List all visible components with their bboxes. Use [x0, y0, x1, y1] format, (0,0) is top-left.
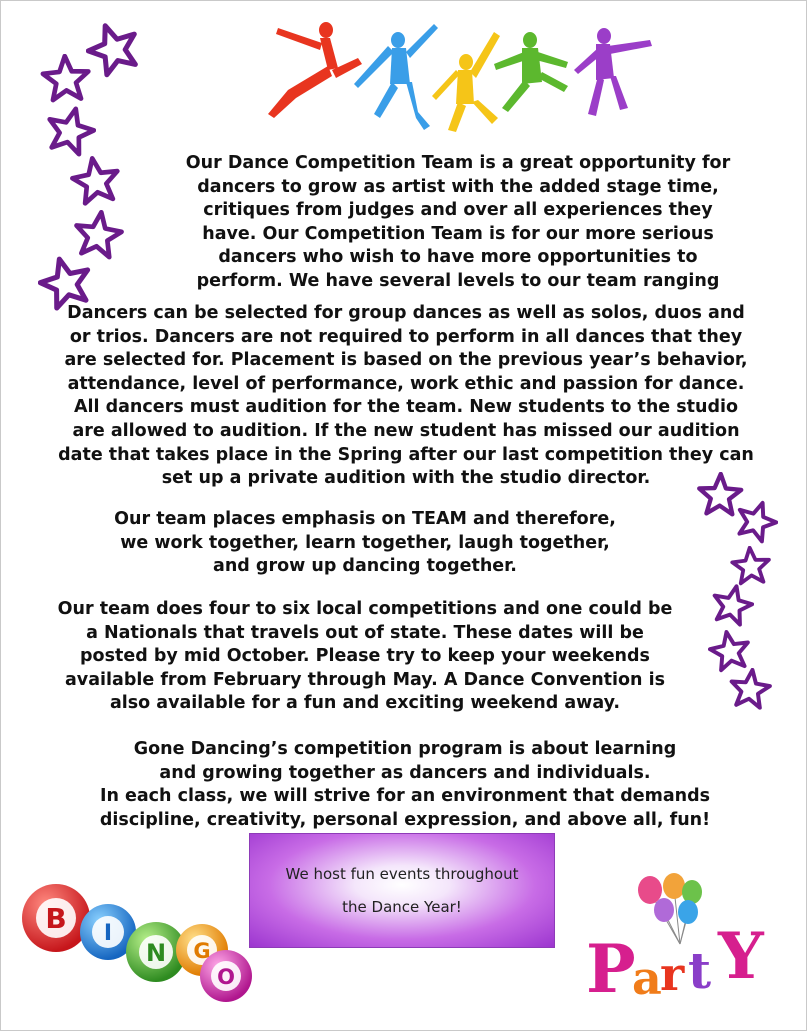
bingo-letter: B [45, 902, 67, 935]
events-callout [249, 833, 555, 948]
intro-line: perform. We have several levels to our team ranging [196, 270, 720, 291]
program-line: Gone Dancing’s competition program is about learning [133, 739, 677, 759]
competitions-line: a Nationals that travels out of state. These dates will be [86, 622, 644, 643]
competitions-line: also available for a fun and exciting weekend away. [109, 693, 621, 714]
selection-line: All dancers must audition for the team. New students to the studio [73, 397, 739, 418]
star-icon [728, 668, 772, 712]
star-icon [710, 584, 754, 628]
star-icon [86, 22, 142, 78]
selection-line: date that takes place in the Spring after our last competition they can [58, 444, 754, 465]
selection-line: are allowed to audition. If the new student has missed our audition [72, 420, 740, 441]
party-balloons-icon [580, 872, 780, 1002]
intro-line: Our Dance Competition Team is a great opportunity for [185, 153, 731, 173]
dancers-silhouette [258, 18, 658, 136]
competitions-line: Our team does four to six local competitions and one could be [57, 599, 673, 619]
star-icon [44, 106, 96, 158]
competitions-line: available from February through May. A Dance Convention is [65, 669, 665, 690]
competitions-paragraph [36, 598, 694, 716]
bingo-letter: N [145, 939, 167, 967]
intro-line: dancers who wish to have more opportunities to [218, 247, 698, 268]
star-icon [734, 500, 778, 544]
team-line: we work together, learn together, laugh together, [120, 532, 610, 553]
team-line: and grow up dancing together. [213, 556, 517, 577]
bingo-letter: I [103, 921, 113, 946]
bingo-letter: G [193, 939, 211, 963]
intro-paragraph [168, 152, 748, 294]
selection-line: attendance, level of performance, work ethic and passion for dance. [67, 373, 745, 394]
selection-paragraph [40, 302, 772, 491]
competitions-line: posted by mid October. Please try to keep your weekends [80, 646, 650, 667]
star-icon [730, 546, 772, 588]
bingo-letter: O [217, 965, 235, 989]
program-line: In each class, we will strive for an environment that demands [99, 786, 711, 807]
callout-line-1: We host fun events throughout [285, 864, 519, 883]
bingo-balls-icon [18, 880, 258, 1005]
team-line: Our team places emphasis on TEAM and therefore, [114, 509, 616, 529]
party-letter: a [632, 951, 662, 1002]
intro-line: dancers to grow as artist with the added stage time, [197, 176, 719, 197]
program-paragraph [70, 738, 740, 832]
team-paragraph [90, 508, 640, 579]
selection-line: are selected for. Placement is based on the previous year’s behavior, [64, 350, 748, 371]
party-letter: r [660, 947, 685, 1001]
selection-line: or trios. Dancers are not required to perform in all dances that they [69, 326, 743, 347]
star-icon [70, 156, 122, 208]
callout-line-2: the Dance Year! [342, 897, 462, 916]
program-line: and growing together as dancers and individuals. [159, 762, 651, 783]
intro-line: critiques from judges and over all experiences they [203, 200, 713, 221]
star-icon [40, 54, 92, 106]
selection-line: set up a private audition with the studio director. [161, 468, 651, 489]
party-letter: P [586, 930, 636, 1002]
intro-line: have. Our Competition Team is for our more serious [202, 223, 714, 244]
party-letter: t [688, 941, 712, 1000]
program-line: discipline, creativity, personal expression, and above all, fun! [99, 809, 711, 830]
selection-line: Dancers can be selected for group dances as well as solos, duos and [67, 303, 745, 323]
party-letter: Y [718, 919, 764, 994]
star-icon [72, 210, 124, 262]
